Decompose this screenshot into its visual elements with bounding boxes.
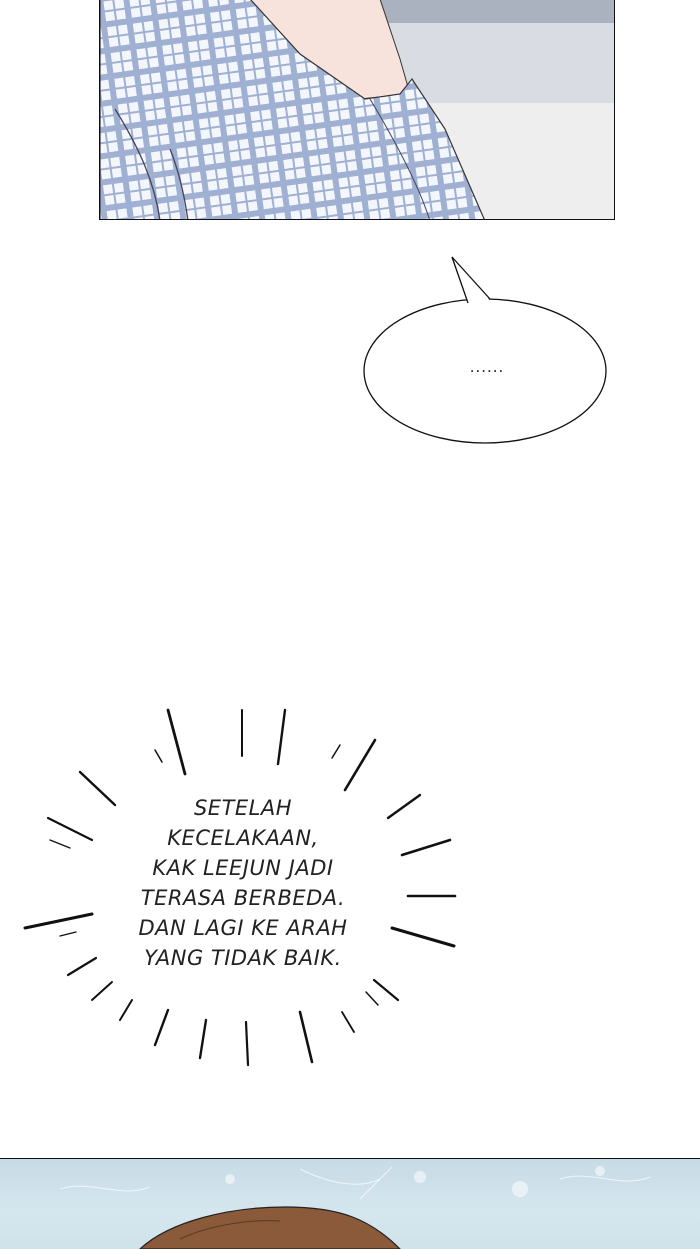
narration-line: DAN LAGI KE ARAH	[138, 916, 348, 940]
speech-bubble	[360, 255, 610, 450]
narration-line: TERASA BERBEDA.	[140, 886, 346, 910]
narration-line: YANG TIDAK BAIK.	[144, 946, 342, 970]
character-hair	[140, 1207, 400, 1249]
top-panel	[99, 0, 615, 220]
bottom-panel	[0, 1158, 700, 1249]
narration-text	[118, 793, 368, 973]
narration-line: SETELAH	[193, 796, 293, 820]
speech-bubble-text: ......	[469, 358, 505, 376]
narration-line: KECELAKAAN,	[167, 826, 319, 850]
window-frame	[360, 0, 615, 23]
narration-line: KAK LEEJUN JADI	[152, 856, 334, 880]
top-panel-art	[100, 0, 615, 220]
bottom-panel-art	[0, 1159, 700, 1249]
